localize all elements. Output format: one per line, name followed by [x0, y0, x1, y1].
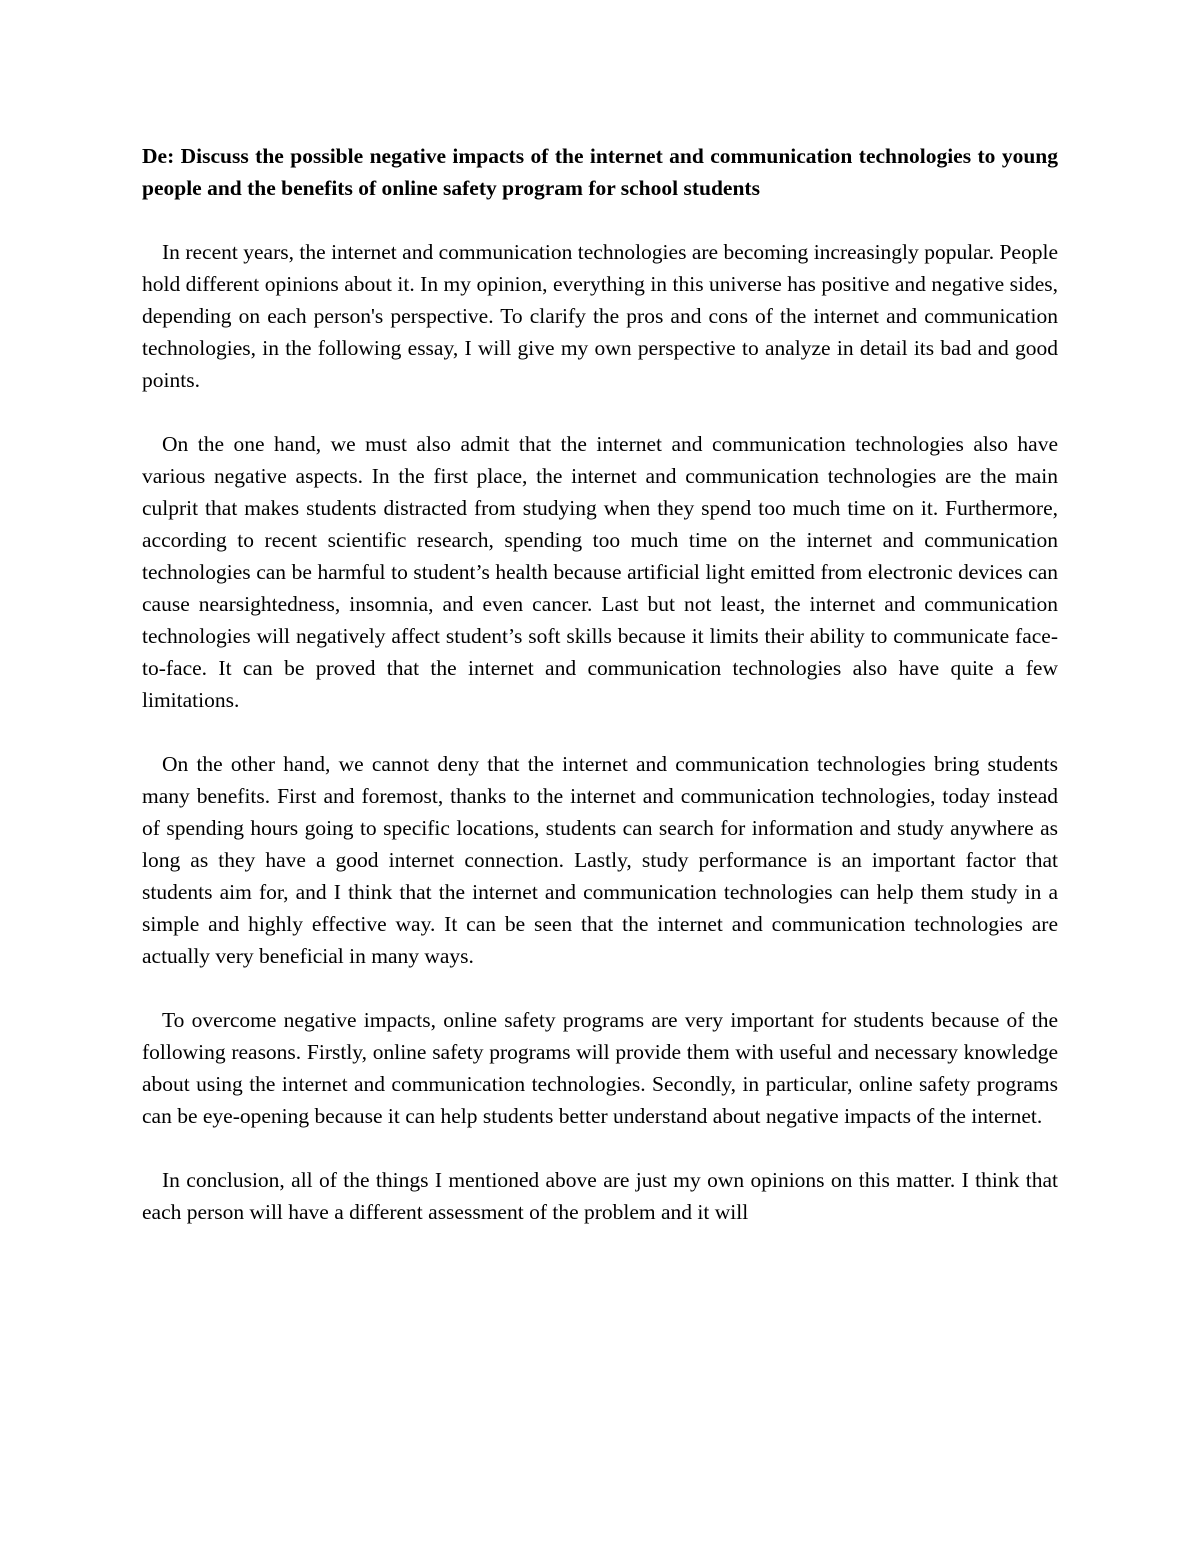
spacer — [142, 716, 1058, 748]
paragraph-negative-aspects: On the one hand, we must also admit that the internet and communication technologies also have various negative aspects. In the first place, the internet and communication technologies are the main culprit that makes students distracted from studying when they spend too much time on it. Furthermore, according to recent scientific research, spending too much time on the internet and communication technologies can be harmful to student’s health because artificial light emitted from electronic devices can cause nearsightedness, insomnia, and even cancer. Last but not least, the internet and communication technologies will negatively affect student’s soft skills because it limits their ability to communicate face-to-face. It can be proved that the internet and communication technologies also have quite a few limitations. — [142, 432, 1058, 712]
spacer — [142, 396, 1058, 428]
paragraph-conclusion: In conclusion, all of the things I mentioned above are just my own opinions on this matter. I think that each person will have a different assessment of the problem and it will — [142, 1168, 1058, 1224]
paragraph-benefits: On the other hand, we cannot deny that the internet and communication technologies bring students many benefits. First and foremost, thanks to the internet and communication technologies, today instead of spending hours going to specific locations, students can search for information and study anywhere as long as they have a good internet connection. Lastly, study performance is an important factor that students aim for, and I think that the internet and communication technologies can help them study in a simple and highly effective way. It can be seen that the internet and communication technologies are actually very beneficial in many ways. — [142, 752, 1058, 968]
paragraph-online-safety: To overcome negative impacts, online safety programs are very important for students because of the following reasons. Firstly, online safety programs will provide them with useful and necessary knowledge about using the internet and communication technologies. Secondly, in particular, online safety programs can be eye-opening because it can help students better understand about negative impacts of the internet. — [142, 1008, 1058, 1128]
paragraph-introduction: In recent years, the internet and communication technologies are becoming increasingly popular. People hold different opinions about it. In my opinion, everything in this universe has positive and negative sides, depending on each person's perspective. To clarify the pros and cons of the internet and communication technologies, in the following essay, I will give my own perspective to analyze in detail its bad and good points. — [142, 240, 1058, 392]
document-page — [142, 140, 1058, 1228]
spacer — [142, 204, 1058, 236]
spacer — [142, 972, 1058, 1004]
essay-title: De: Discuss the possible negative impacts of the internet and communication technologies to young people and the benefits of online safety program for school students — [142, 144, 1058, 200]
spacer — [142, 1132, 1058, 1164]
